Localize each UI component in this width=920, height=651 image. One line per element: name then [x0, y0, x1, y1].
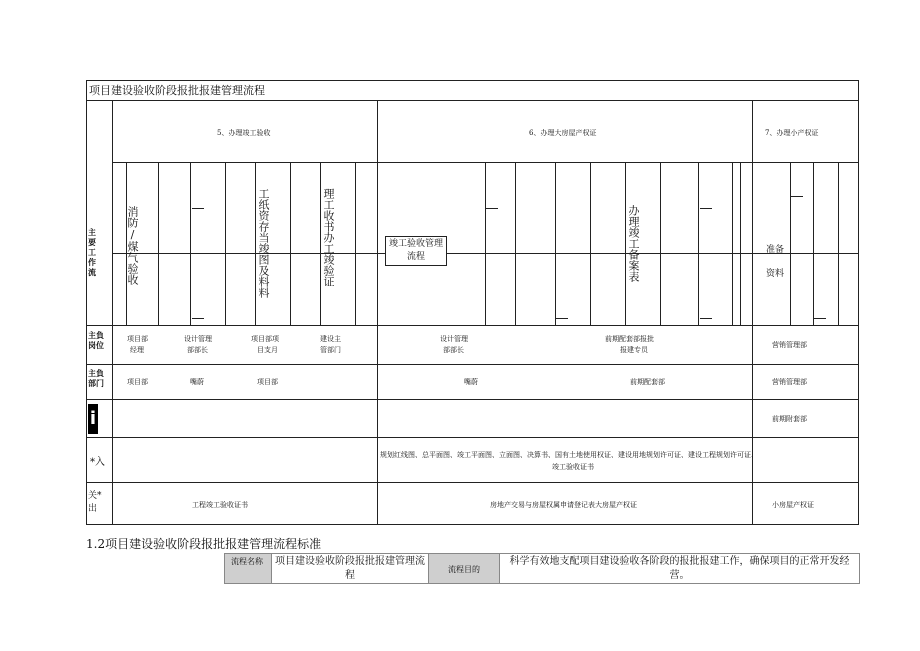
col7-header: 7、办理小产权证 — [765, 129, 819, 137]
subflow-box — [385, 236, 447, 266]
post-1b: 经理 — [130, 346, 144, 354]
output-7: 小房屋产权证 — [772, 501, 814, 509]
section-title: 1.2项目建设验收阶段报批报建管理流程标准 — [86, 537, 322, 551]
post-4b: 管部门 — [320, 346, 341, 354]
goal-label-cell — [428, 553, 500, 584]
col5-header: 5、办理竣工验收 — [217, 129, 271, 137]
row-label-output: 关*出 — [88, 491, 102, 514]
output-5: 工程竣工验收证书 — [192, 501, 248, 509]
post-7: 营销管理部 — [772, 341, 807, 349]
flow-fire-gas-acceptance: 消防/煤气验收 — [126, 206, 139, 285]
goal-label: 流程目的 — [448, 565, 480, 574]
flow-acceptance-record: 理工收书办工竣验证 — [322, 188, 335, 287]
dept-2: 嘴蔚 — [190, 378, 204, 386]
flow-filing-form: 办理竣工备案表 — [627, 205, 640, 282]
output-6: 房地产交易与房屋权属申请登记表大房屋产权证 — [490, 501, 637, 509]
input-line-1: 规划红线图、总平面图、竣工平面图、立面图、决算书、国有土地使用权证、建设用地规划许可证、建设工程规划许可证、 — [380, 451, 758, 459]
dept-5: 前期配套部 — [630, 378, 665, 386]
goal-value: 科学有效地支配项目建设验收各阶段的报批报建工作，确保项目的正常开发经营。 — [509, 556, 850, 581]
name-label-cell — [224, 553, 272, 584]
post-5b: 部部长 — [443, 346, 464, 354]
row-label-post: 主負岗位 — [88, 331, 104, 350]
dept-4: 嘴蔚 — [464, 378, 478, 386]
marker-row-7: 前期附套部 — [772, 415, 807, 423]
flow-prepare-a: 准备 — [766, 245, 785, 255]
post-5a: 设计管理 — [440, 335, 468, 343]
subflow-label: 竣工验收管理流程 — [388, 239, 443, 262]
dept-6: 营销管理部 — [772, 378, 807, 386]
dept-1: 项目部 — [127, 378, 148, 386]
post-3b: 目支月 — [257, 346, 278, 354]
row-marker-block — [88, 404, 98, 434]
row-label-dept: 主負部门 — [88, 369, 104, 388]
post-3a: 项目部项 — [251, 335, 279, 343]
post-1a: 项目部 — [127, 335, 148, 343]
row-label-input: *入 — [90, 457, 105, 468]
name-value-cell — [271, 553, 429, 584]
post-6a: 前期配套部报批 — [605, 335, 654, 343]
flow-drawings-data: 工纸资存当竣图及料料 — [257, 188, 270, 298]
post-4a: 建设主 — [320, 335, 341, 343]
post-2a: 设计管理 — [184, 335, 212, 343]
name-value: 项目建设验收阶段报批报建管理流程 — [275, 556, 425, 581]
row-label-main-work: 主要工作流 — [88, 228, 96, 277]
row-marker-glyph: i — [89, 408, 97, 429]
col6-header: 6、办理大房屋产权证 — [529, 129, 597, 137]
post-2b: 部部长 — [187, 346, 208, 354]
goal-value-cell — [499, 553, 860, 584]
name-label: 流程名称 — [231, 557, 263, 566]
input-line-2: 竣工验收证书 — [552, 463, 594, 471]
post-6b: 报建专员 — [620, 346, 648, 354]
dept-3: 项目部 — [257, 378, 278, 386]
chart-title: 项目建设验收阶段报批报建管理流程 — [89, 84, 265, 97]
flow-prepare-b: 资料 — [766, 269, 785, 279]
